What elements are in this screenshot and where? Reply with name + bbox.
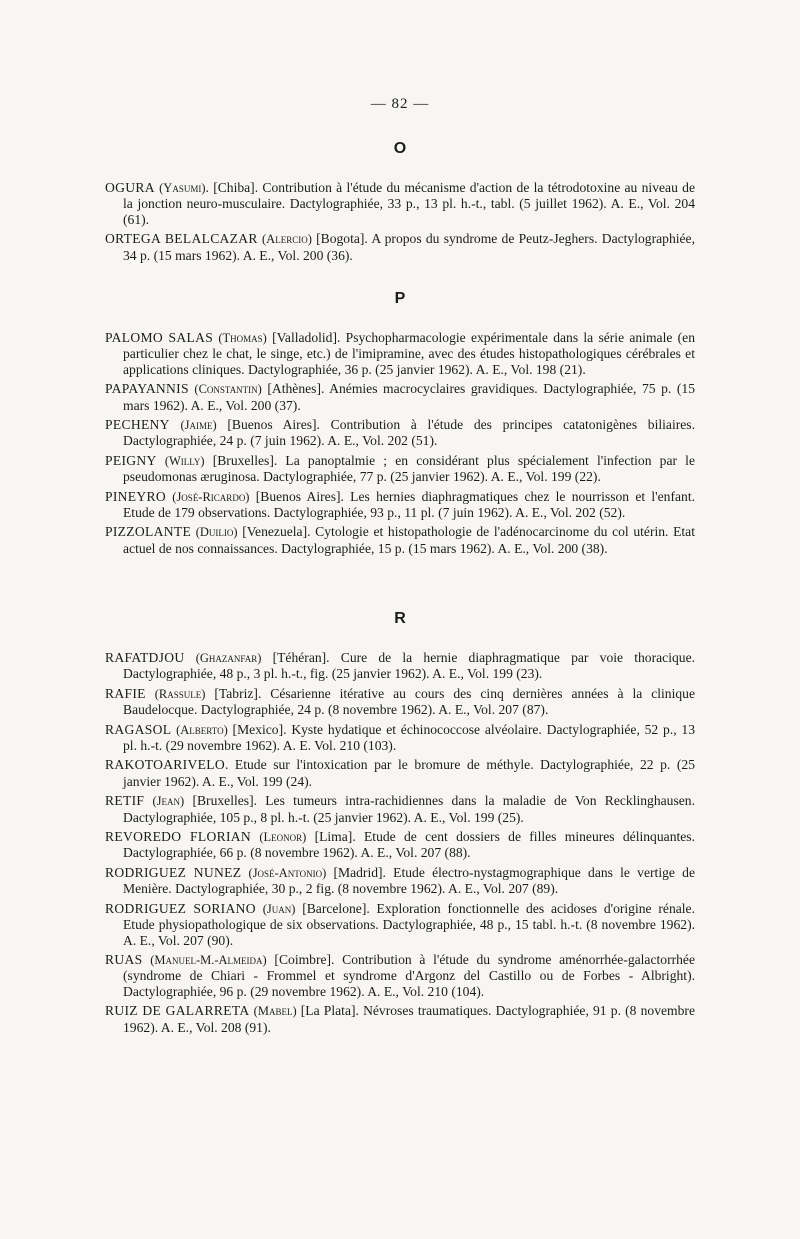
- page-number: — 82 —: [370, 96, 430, 112]
- section-letter: P: [394, 290, 406, 307]
- bibliography-entry: OGURA (Yasumi). [Chiba]. Contribution à l'étude du mécanisme d'action de la tétrodotoxine au niveau de la jonction neuro-musculaire. Dactylographiée, 33 p., 13 pl. h.-t., tabl. (5 juillet 1962). A. E., Vol. 204 (61).: [105, 180, 695, 227]
- bibliography-entry: RODRIGUEZ SORIANO (Juan) [Barcelone]. Exploration fonctionnelle des acidoses d'origine rénale. Etude physiopathologique de six observations. Dactylographiée, 48 p., 15 tabl. h.-t. (8 novembre 1962). A. E., Vol. 207 (90).: [105, 900, 695, 948]
- bibliography-entry: RUIZ DE GALARRETA (Mabel) [La Plata]. Névroses traumatiques. Dactylographiée, 91 p. (8 novembre 1962). A. E., Vol. 208 (91).: [105, 1003, 695, 1035]
- bibliography-entry: RETIF (Jean) [Bruxelles]. Les tumeurs intra-rachidiennes dans la maladie de Von Recklinghausen. Dactylographiée, 105 p., 8 pl. h.-t. (25 janvier 1962). A. E., Vol. 199 (25).: [105, 793, 695, 825]
- section-letter: O: [393, 140, 407, 157]
- bibliography-entry: REVOREDO FLORIAN (Leonor) [Lima]. Etude de cent dossiers de filles mineures délinquantes. Dactylographiée, 66 p. (8 novembre 1962). A. E., Vol. 207 (88).: [105, 829, 695, 861]
- bibliography-entry: PEIGNY (Willy) [Bruxelles]. La panoptalmie ; en considérant plus spécialement l'infection par le pseudomonas æruginosa. Dactylographiée, 77 p. (25 janvier 1962). A. E., Vol. 199 (22).: [105, 452, 695, 485]
- bibliography-entry: PECHENY (Jaime) [Buenos Aires]. Contribution à l'étude des principes catatonigènes biliaires. Dactylographiée, 24 p. (7 juin 1962). A. E., Vol. 202 (51).: [105, 417, 695, 449]
- section-letter: R: [394, 610, 406, 627]
- bibliography-entry: PAPAYANNIS (Constantin) [Athènes]. Anémies macrocyclaires gravidiques. Dactylographiée, 75 p. (15 mars 1962). A. E., Vol. 200 (37).: [105, 381, 695, 413]
- bibliography-entry: RAKOTOARIVELO. Etude sur l'intoxication par le bromure de méthyle. Dactylographiée, 22 p. (25 janvier 1962). A. E., Vol. 199 (24).: [105, 757, 695, 789]
- bibliography-entry: RODRIGUEZ NUNEZ (José-Antonio) [Madrid]. Etude électro-nystagmographique dans le vertige de Menière. Dactylographiée, 30 p., 2 fig. (8 novembre 1962). A. E., Vol. 207 (89).: [105, 864, 695, 897]
- bibliography-entry: RAFIE (Rassule) [Tabriz]. Césarienne itérative au cours des cinq dernières années à la clinique Baudelocque. Dactylographiée, 24 p. (8 novembre 1962). A. E., Vol. 207 (87).: [105, 685, 696, 718]
- bibliography-entry: ORTEGA BELALCAZAR (Alercio) [Bogota]. A propos du syndrome de Peutz-Jeghers. Dactylographiée, 34 p. (15 mars 1962). A. E., Vol. 200 (36).: [105, 231, 695, 263]
- bibliography-entry: PALOMO SALAS (Thomas) [Valladolid]. Psychopharmacologie expérimentale dans la série animale (en particulier chez le chat, le singe, etc.) de l'imipramine, avec des études histopathologiques cérébrales et applications cliniques. Dactylographiée, 36 p. (25 janvier 1962). A. E., Vol. 198 (21).: [105, 330, 695, 377]
- section-p: [105, 290, 695, 560]
- bibliography-entry: PIZZOLANTE (Duilio) [Venezuela]. Cytologie et histopathologie de l'adénocarcinome du col utérin. Etat actuel de nos connaissances. Dactylographiée, 15 p. (15 mars 1962). A. E., Vol. 200 (38).: [105, 524, 695, 556]
- bibliography-entry: RAGASOL (Alberto) [Mexico]. Kyste hydatique et échinococcose alvéolaire. Dactylographiée, 52 p., 13 pl. h.-t. (29 novembre 1962). A. E. Vol. 210 (103).: [105, 721, 695, 754]
- bibliography-entry: RAFATDJOU (Ghazanfar) [Téhéran]. Cure de la hernie diaphragmatique par voie thoracique. Dactylographiée, 48 p., 3 pl. h.-t., fig. (25 janvier 1962). A. E., Vol. 199 (23).: [105, 650, 696, 682]
- section-o: [105, 140, 695, 267]
- bibliography-entry: PINEYRO (José-Ricardo) [Buenos Aires]. Les hernies diaphragmatiques chez le nourrisson et l'enfant. Etude de 179 observations. Dactylographiée, 93 p., 11 pl. (7 juin 1962). A. E., Vol. 202 (52).: [105, 488, 695, 521]
- section-r: [105, 610, 695, 1039]
- bibliography-entry: RUAS (Manuel-M.-Almeida) [Coimbre]. Contribution à l'étude du syndrome aménorrhée-galactorrhée (syndrome de Chiari - Frommel et syndrome d'Argonz del Castillo ou de Forbes - Albright). Dactylographiée, 96 p. (29 novembre 1962). A. E., Vol. 210 (104).: [105, 951, 695, 999]
